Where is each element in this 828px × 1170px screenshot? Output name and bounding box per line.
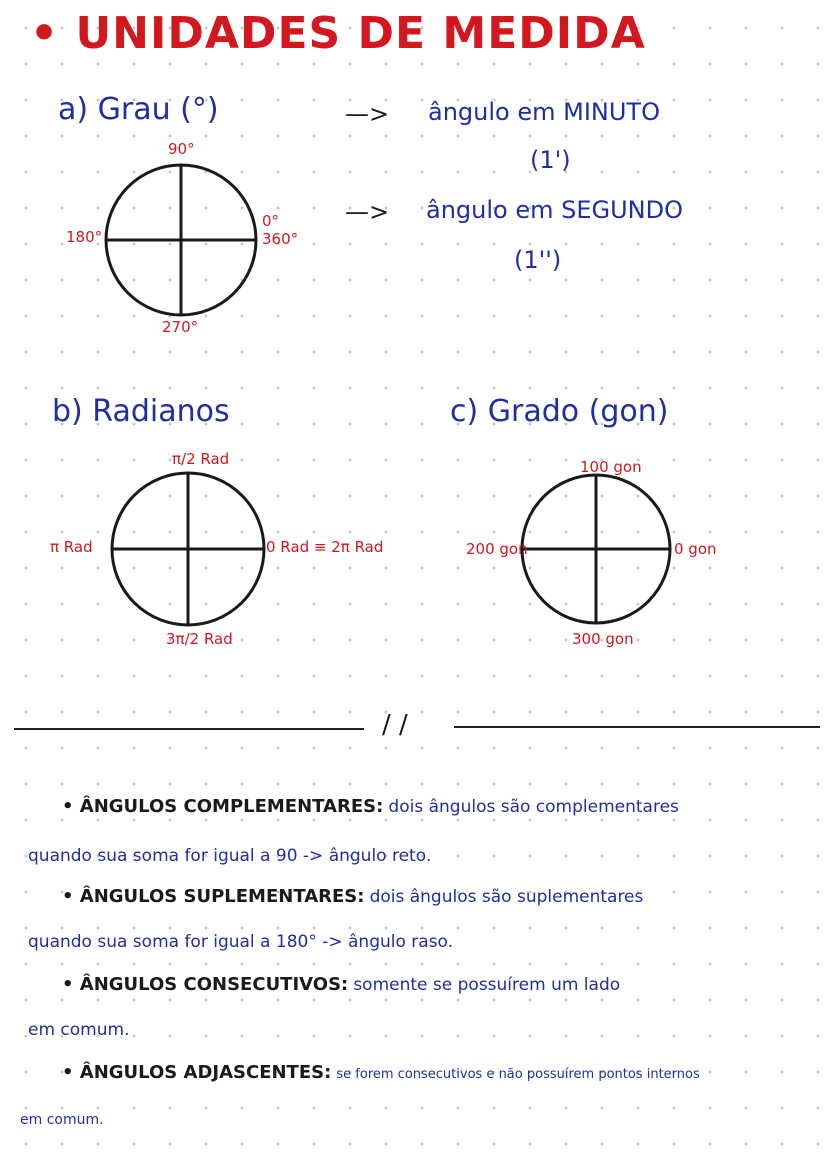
definition-complementares [62,796,679,817]
definition-continuation: quando sua soma for igual a 90 -> ângulo reto. [28,846,432,866]
definition-adjascentes [62,1062,700,1083]
segundo-symbol: (1'') [514,246,562,274]
definition-continuation: quando sua soma for igual a 180° -> ângulo raso. [28,932,454,952]
page-title: • UNIDADES DE MEDIDA [30,8,646,59]
grau-label-bottom: 270° [162,318,199,336]
minuto-note: ângulo em MINUTO [428,98,660,126]
definition-suplementares [62,886,643,907]
definition-text: se forem consecutivos e não possuírem pontos internos [336,1067,700,1082]
grado-label-top: 100 gon [580,458,642,476]
grau-heading: a) Grau (°) [58,92,219,127]
divider-mark: / / [382,710,408,740]
definition-text: dois ângulos são suplementares [369,887,644,907]
grado-heading: c) Grado (gon) [450,394,669,429]
grau-label-top: 90° [168,140,195,158]
grau-label-right-top: 0° [262,212,280,230]
grau-label-left: 180° [66,228,103,246]
divider-line-right [454,726,820,728]
radianos-label-bottom: 3π/2 Rad [166,630,233,648]
minuto-arrow: —> [345,100,390,128]
radianos-label-right: 0 Rad ≡ 2π Rad [266,538,384,556]
grado-label-right: 0 gon [674,540,717,558]
grado-label-left: 200 gon [466,540,528,558]
segundo-arrow: —> [345,198,390,226]
definition-continuation: em comum. [28,1020,130,1040]
grado-label-bottom: 300 gon [572,630,634,648]
definition-heading: • ÂNGULOS SUPLEMENTARES: [62,886,365,907]
definition-heading: • ÂNGULOS CONSECUTIVOS: [62,974,349,995]
divider-line-left [14,728,364,730]
definition-consecutivos [62,974,620,995]
definition-heading: • ÂNGULOS COMPLEMENTARES: [62,796,384,817]
definition-text: somente se possuírem um lado [353,975,621,995]
minuto-symbol: (1') [530,146,571,174]
radianos-label-left: π Rad [50,538,93,556]
definition-text: dois ângulos são complementares [388,797,679,817]
definition-continuation: em comum. [20,1112,104,1128]
grau-label-right-bottom: 360° [262,230,299,248]
radianos-label-top: π/2 Rad [172,450,230,468]
segundo-note: ângulo em SEGUNDO [426,196,684,224]
radianos-heading: b) Radianos [52,394,230,429]
definition-heading: • ÂNGULOS ADJASCENTES: [62,1062,332,1083]
